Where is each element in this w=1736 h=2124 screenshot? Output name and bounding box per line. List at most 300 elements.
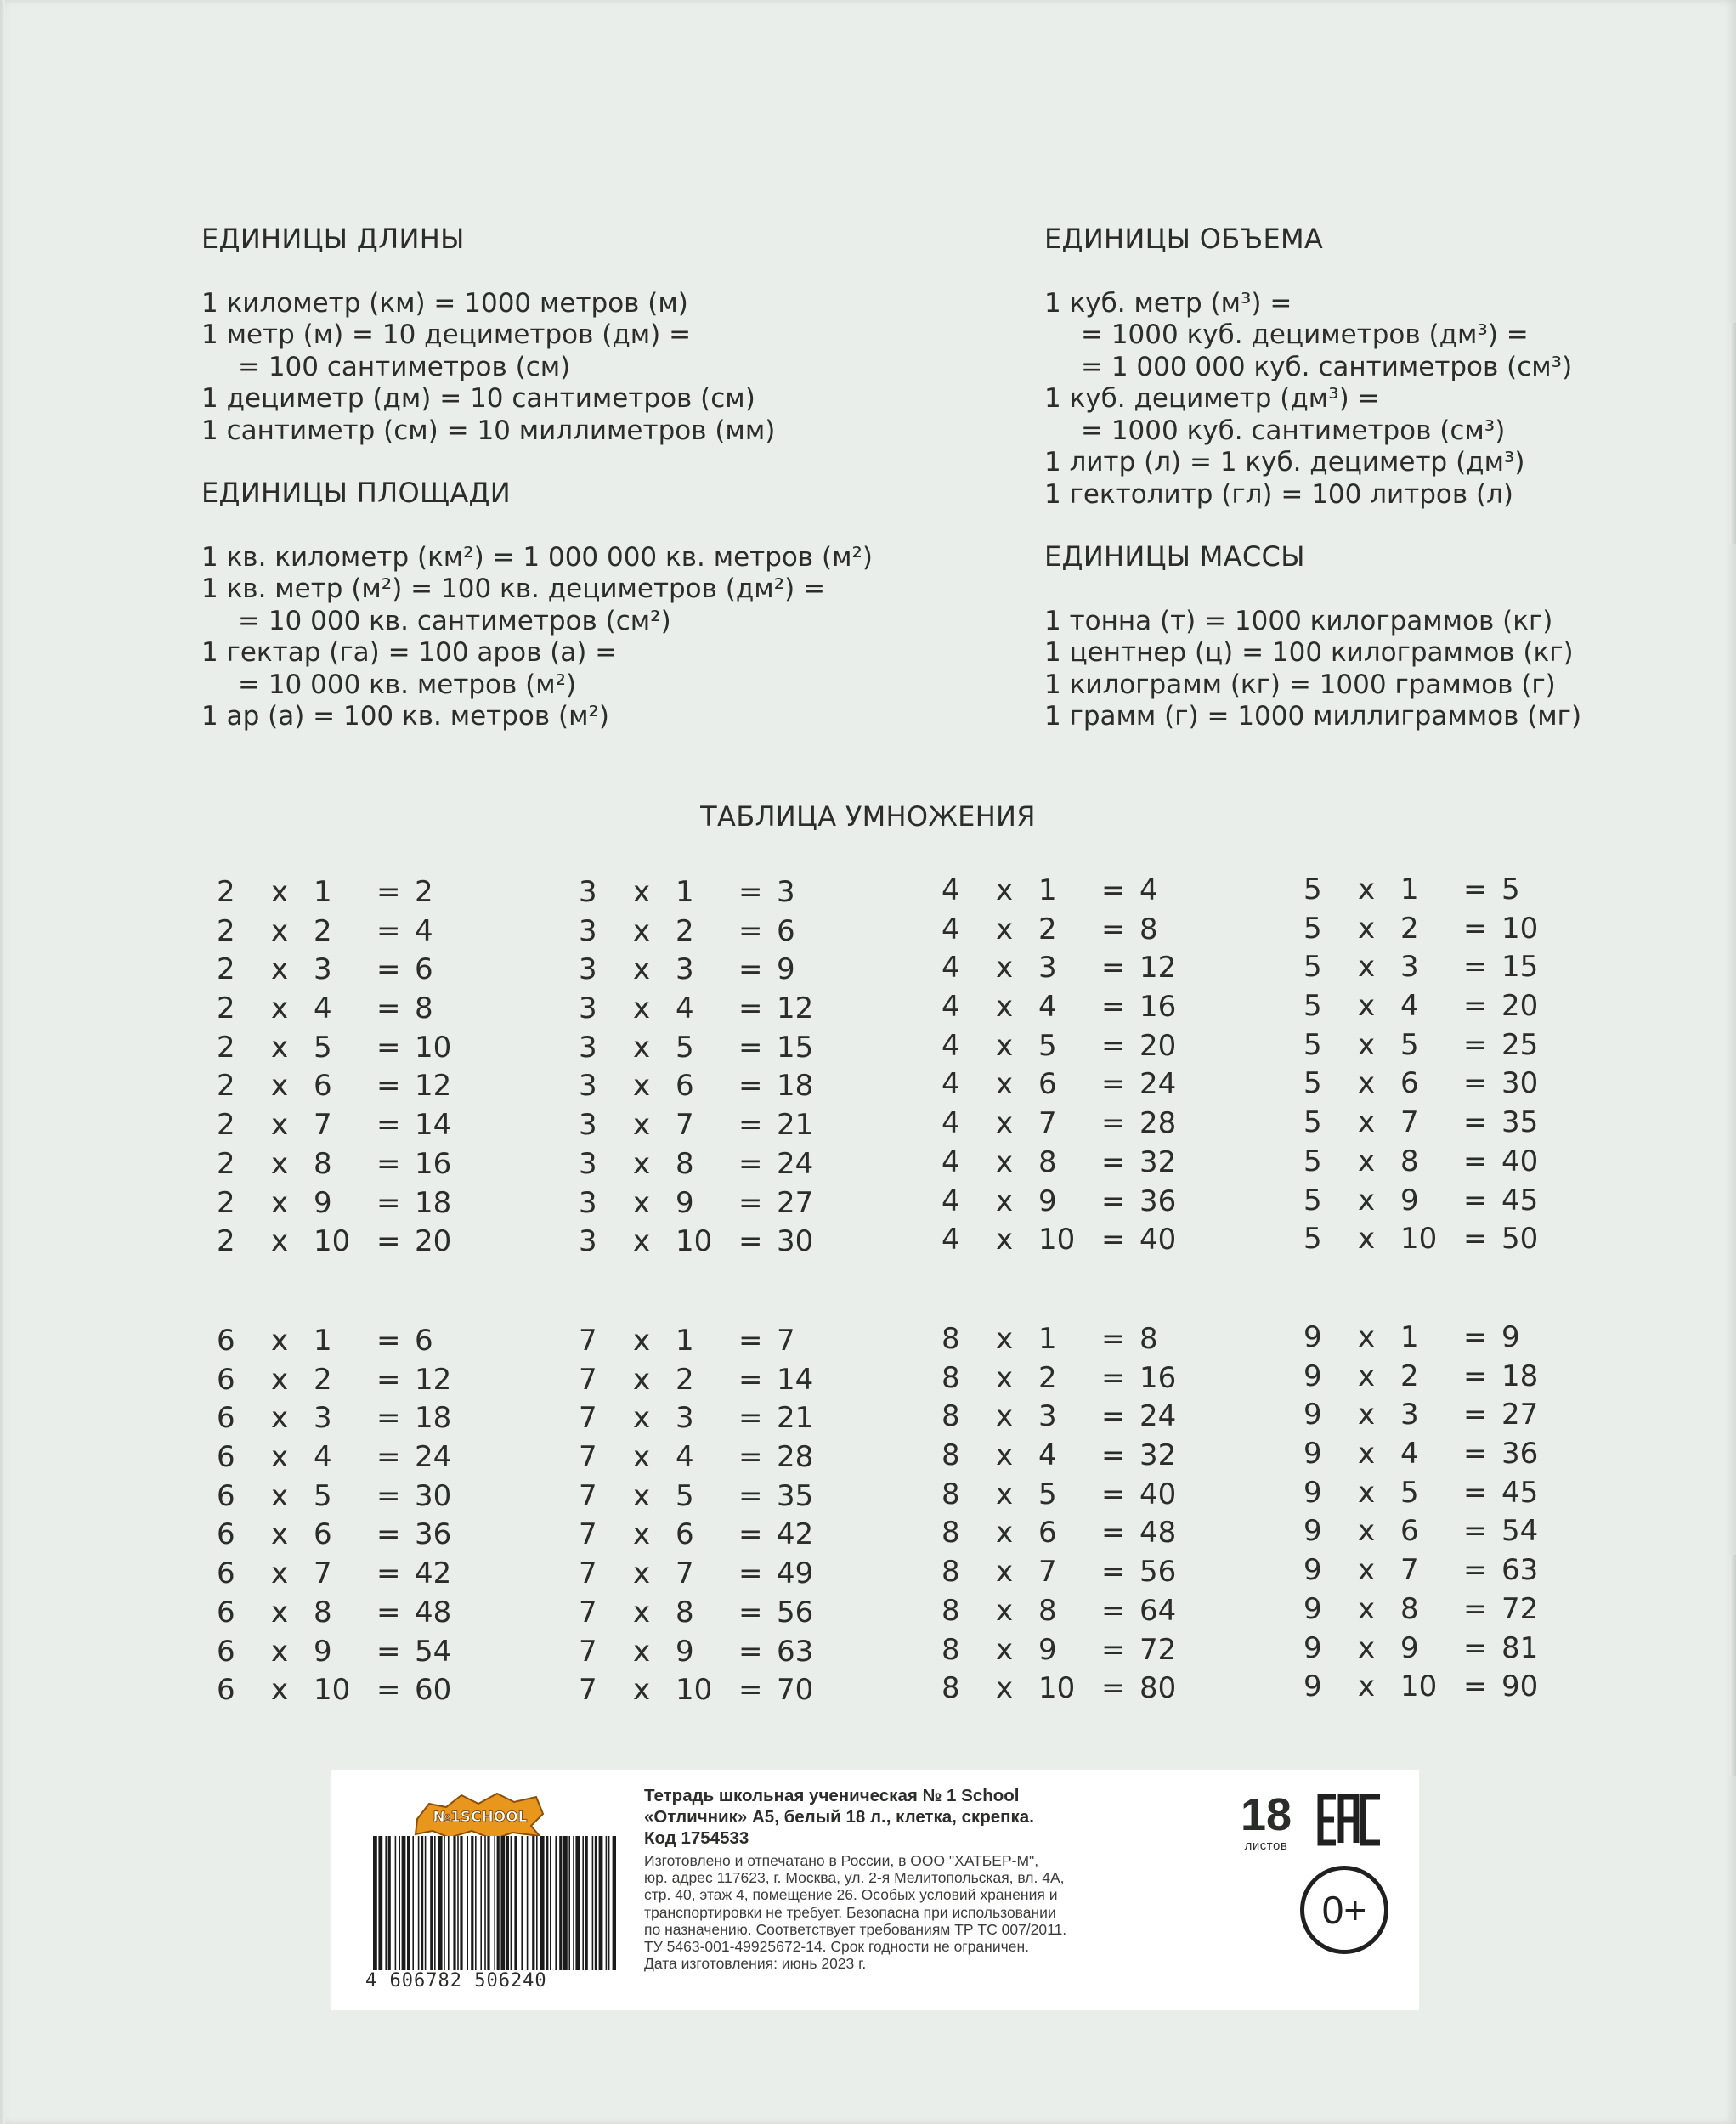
product: 9 [1501, 1320, 1520, 1354]
barcode-bar [595, 1836, 597, 1970]
equals-sign: = [1101, 1477, 1126, 1511]
multiplier: 4 [1038, 990, 1057, 1025]
factor: 8 [942, 1438, 960, 1473]
times-sign: x [633, 952, 651, 987]
times-sign: x [1358, 1027, 1376, 1062]
product: 10 [1501, 911, 1539, 946]
multiplier: 7 [676, 1556, 694, 1591]
factor: 3 [579, 913, 597, 948]
multiplier: 6 [314, 1517, 332, 1552]
equals-sign: = [1101, 912, 1126, 946]
product: 48 [1139, 1516, 1177, 1551]
barcode-bar [592, 1836, 594, 1970]
product: 24 [1139, 1399, 1177, 1434]
factor: 4 [942, 1067, 960, 1102]
factor: 6 [217, 1634, 235, 1669]
times-sign: x [996, 1632, 1014, 1667]
barcode-bar [585, 1836, 588, 1970]
product: 72 [1501, 1591, 1539, 1626]
product: 72 [1139, 1632, 1177, 1667]
product: 27 [1501, 1398, 1539, 1432]
product: 45 [1501, 1183, 1539, 1217]
multiplier: 5 [676, 1030, 694, 1065]
equals-sign: = [1463, 1437, 1488, 1472]
product: 12 [777, 991, 814, 1026]
equals-sign: = [1101, 1516, 1126, 1551]
equals-sign: = [1463, 1591, 1488, 1626]
times-sign: x [1358, 1591, 1376, 1626]
product: 64 [1139, 1593, 1177, 1628]
product: 16 [1139, 990, 1177, 1025]
barcode-bar [388, 1836, 391, 1970]
factor: 2 [217, 1146, 235, 1181]
factor: 2 [217, 1030, 235, 1065]
equals-sign: = [1463, 1183, 1488, 1217]
product: 30 [1501, 1066, 1539, 1101]
barcode-bar [573, 1836, 574, 1970]
equals-sign: = [738, 1595, 763, 1630]
factor: 8 [942, 1360, 960, 1395]
equals-sign: = [738, 1634, 763, 1669]
factor: 9 [1303, 1475, 1322, 1510]
product: 45 [1501, 1475, 1539, 1510]
multiplier: 1 [1400, 1320, 1419, 1354]
multiplier: 7 [1038, 1555, 1057, 1590]
factor: 3 [579, 1224, 597, 1259]
product: 12 [415, 1069, 452, 1104]
barcode-bar [402, 1836, 406, 1970]
barcode-bar [575, 1836, 580, 1970]
equals-sign: = [1101, 1322, 1126, 1356]
barcode-bars [370, 1836, 616, 1970]
factor: 8 [942, 1399, 960, 1434]
multiplier: 9 [1400, 1183, 1419, 1217]
times-sign: x [1358, 1359, 1376, 1393]
barcode-bar [521, 1836, 523, 1970]
times-sign: x [271, 1185, 289, 1220]
equals-sign: = [738, 1673, 763, 1708]
factor: 3 [579, 1108, 597, 1143]
barcode-bar [494, 1836, 495, 1970]
equals-sign: = [1463, 1553, 1488, 1588]
factor: 9 [1303, 1591, 1322, 1626]
equals-sign: = [376, 1401, 401, 1436]
equals-sign: = [376, 1478, 401, 1513]
product: 15 [777, 1030, 814, 1065]
equals-sign: = [1463, 1669, 1488, 1704]
equals-sign: = [376, 1108, 401, 1143]
product: 18 [415, 1185, 452, 1220]
barcode-bar [532, 1836, 534, 1970]
multiplier: 1 [676, 875, 694, 909]
factor: 8 [942, 1632, 960, 1667]
factor: 5 [1303, 1144, 1322, 1178]
times-sign: x [996, 1106, 1014, 1141]
equals-sign: = [376, 1224, 401, 1259]
times-sign: x [271, 1673, 289, 1708]
product: 70 [777, 1673, 814, 1708]
multiplier: 7 [314, 1108, 332, 1143]
times-sign: x [633, 1595, 651, 1630]
factor: 4 [942, 951, 960, 986]
factor: 9 [1303, 1320, 1322, 1354]
unit-line: 1 гектар (га) = 100 аров (а) = [201, 637, 618, 668]
multiplier: 2 [676, 1362, 694, 1397]
times-sign: x [996, 1516, 1014, 1551]
factor: 5 [1303, 911, 1322, 946]
product-detail-line: Дата изготовления: июнь 2023 г. [644, 1955, 867, 1973]
multiplier: 8 [314, 1146, 332, 1181]
product: 20 [1139, 1028, 1177, 1063]
product: 9 [777, 952, 795, 987]
product: 60 [415, 1673, 452, 1708]
factor: 4 [942, 873, 960, 907]
product: 20 [415, 1224, 452, 1259]
factor: 5 [1303, 989, 1322, 1024]
equals-sign: = [1463, 989, 1488, 1024]
equals-sign: = [1463, 1359, 1488, 1393]
times-sign: x [996, 990, 1014, 1025]
product: 40 [1501, 1144, 1539, 1178]
factor: 6 [217, 1673, 235, 1708]
barcode-bar [425, 1836, 427, 1970]
factor: 7 [579, 1401, 597, 1436]
product: 30 [415, 1478, 452, 1513]
times-sign: x [271, 875, 289, 909]
factor: 3 [579, 952, 597, 987]
unit-line: 1 кв. метр (м²) = 100 кв. дециметров (дм²) = [201, 573, 826, 604]
times-sign: x [996, 1144, 1014, 1179]
product: 8 [415, 991, 433, 1026]
times-sign: x [1358, 1398, 1376, 1432]
unit-line: 1 кв. километр (км²) = 1 000 000 кв. метров (м²) [201, 541, 874, 573]
times-sign: x [1358, 1669, 1376, 1704]
times-sign: x [1358, 989, 1376, 1024]
barcode-bar [546, 1836, 548, 1970]
equals-sign: = [1101, 1593, 1126, 1628]
multiplier: 7 [1400, 1105, 1419, 1140]
equals-sign: = [1101, 1183, 1126, 1218]
product: 16 [1139, 1360, 1177, 1395]
factor: 6 [217, 1362, 235, 1397]
product: 40 [1139, 1223, 1177, 1257]
volume-units-title: ЕДИНИЦЫ ОБЪЕМА [1044, 223, 1324, 255]
equals-sign: = [738, 875, 763, 909]
product: 16 [415, 1146, 452, 1181]
factor: 8 [942, 1671, 960, 1706]
multiplier: 10 [314, 1673, 351, 1708]
multiplier: 3 [1038, 1399, 1057, 1434]
product: 18 [1501, 1359, 1539, 1393]
equals-sign: = [1463, 1144, 1488, 1178]
multiplier: 10 [1400, 1669, 1438, 1704]
multiplier: 6 [676, 1517, 694, 1552]
equals-sign: = [1101, 1399, 1126, 1434]
factor: 2 [217, 913, 235, 948]
equals-sign: = [738, 1185, 763, 1220]
equals-sign: = [376, 991, 401, 1026]
equals-sign: = [1101, 1555, 1126, 1590]
barcode-bar [497, 1836, 500, 1970]
equals-sign: = [1101, 1632, 1126, 1667]
multiplier: 4 [314, 991, 332, 1026]
product: 12 [1139, 951, 1177, 986]
factor: 2 [217, 1185, 235, 1220]
multiplier: 4 [676, 1440, 694, 1475]
times-sign: x [1358, 1105, 1376, 1140]
factor: 4 [942, 1223, 960, 1257]
equals-sign: = [1463, 1514, 1488, 1549]
mass-units-title: ЕДИНИЦЫ МАССЫ [1044, 540, 1305, 573]
times-sign: x [633, 1224, 651, 1259]
equals-sign: = [376, 1069, 401, 1104]
product-title-line: «Отличник» А5, белый 18 л., клетка, скрепка. [644, 1807, 1034, 1827]
factor: 2 [217, 1108, 235, 1143]
factor: 2 [217, 875, 235, 909]
product: 42 [415, 1556, 452, 1591]
product: 24 [415, 1440, 452, 1475]
equals-sign: = [738, 1324, 763, 1358]
equals-sign: = [376, 875, 401, 909]
product: 14 [777, 1362, 814, 1397]
equals-sign: = [1463, 1398, 1488, 1432]
product: 4 [415, 913, 433, 948]
equals-sign: = [738, 1556, 763, 1591]
barcode-bar [457, 1836, 459, 1970]
multiplier: 2 [1400, 1359, 1419, 1393]
times-sign: x [1358, 1630, 1376, 1665]
equals-sign: = [1463, 1027, 1488, 1062]
equals-sign: = [376, 1673, 401, 1708]
multiplier: 5 [1400, 1475, 1419, 1510]
product-title-line: Код 1754533 [644, 1828, 749, 1848]
times-sign: x [633, 991, 651, 1026]
factor: 3 [579, 1069, 597, 1104]
times-sign: x [1358, 1514, 1376, 1549]
times-sign: x [1358, 1553, 1376, 1588]
factor: 3 [579, 875, 597, 909]
product: 49 [777, 1556, 814, 1591]
equals-sign: = [738, 1108, 763, 1143]
multiplier: 8 [1038, 1144, 1057, 1179]
barcode-bar [430, 1836, 433, 1970]
product: 15 [1501, 950, 1539, 985]
product: 14 [415, 1108, 452, 1143]
barcode-bar [399, 1836, 400, 1970]
equals-sign: = [1101, 990, 1126, 1025]
times-sign: x [633, 1517, 651, 1552]
barcode-bar [563, 1836, 568, 1970]
factor: 6 [217, 1478, 235, 1513]
multiplier: 8 [676, 1146, 694, 1181]
equals-sign: = [1101, 951, 1126, 986]
times-sign: x [633, 1556, 651, 1591]
unit-line: 1 сантиметр (см) = 10 миллиметров (мм) [201, 415, 776, 446]
equals-sign: = [738, 991, 763, 1026]
product: 3 [777, 875, 795, 909]
multiplier: 4 [1400, 989, 1419, 1024]
times-sign: x [1358, 1222, 1376, 1257]
factor: 5 [1303, 1222, 1322, 1257]
multiplication-table-title: ТАБЛИЦА УМНОЖЕНИЯ [700, 800, 1036, 833]
multiplier: 6 [676, 1069, 694, 1104]
factor: 9 [1303, 1630, 1322, 1665]
multiplier: 4 [314, 1440, 332, 1475]
multiplier: 4 [676, 991, 694, 1026]
product: 12 [415, 1362, 452, 1397]
factor: 7 [579, 1673, 597, 1708]
equals-sign: = [1463, 1105, 1488, 1140]
times-sign: x [271, 1108, 289, 1143]
equals-sign: = [1463, 1066, 1488, 1101]
length-units-block [201, 223, 775, 447]
product: 24 [1139, 1067, 1177, 1102]
multiplier: 5 [1038, 1477, 1057, 1511]
factor: 3 [579, 1030, 597, 1065]
barcode-bar [395, 1836, 397, 1970]
factor: 7 [579, 1556, 597, 1591]
multiplier: 2 [1038, 1360, 1057, 1395]
factor: 9 [1303, 1437, 1322, 1472]
school-logo [412, 1788, 548, 1841]
multiplier: 5 [676, 1478, 694, 1513]
times-sign: x [271, 913, 289, 948]
multiplier: 2 [676, 913, 694, 948]
unit-line: 1 гектолитр (гл) = 100 литров (л) [1044, 478, 1514, 510]
times-sign: x [633, 1362, 651, 1397]
equals-sign: = [1463, 1630, 1488, 1665]
multiplier: 9 [676, 1185, 694, 1220]
product: 63 [1501, 1553, 1539, 1588]
factor: 8 [942, 1516, 960, 1551]
factor: 4 [942, 912, 960, 946]
multiplier: 6 [1400, 1066, 1419, 1101]
factor: 4 [942, 1106, 960, 1141]
school-logo-text: №1SCHOOL [433, 1809, 528, 1826]
multiplier: 3 [314, 1401, 332, 1436]
factor: 7 [579, 1517, 597, 1552]
product: 32 [1139, 1438, 1177, 1473]
times-sign: x [633, 1324, 651, 1358]
barcode-bar [467, 1836, 468, 1970]
barcode-bar [506, 1836, 509, 1970]
multiplier: 4 [1038, 1438, 1057, 1473]
times-sign: x [1358, 1066, 1376, 1101]
multiplier: 10 [1038, 1671, 1076, 1706]
factor: 6 [217, 1401, 235, 1436]
times-sign: x [996, 1360, 1014, 1395]
sheets-label: листов [1244, 1839, 1288, 1853]
barcode-bar [487, 1836, 489, 1970]
barcode-bar [540, 1836, 545, 1970]
times-sign: x [1358, 1144, 1376, 1178]
equals-sign: = [1101, 1028, 1126, 1063]
multiplier: 5 [314, 1478, 332, 1513]
equals-sign: = [1101, 1223, 1126, 1257]
equals-sign: = [1463, 950, 1488, 985]
product: 28 [777, 1440, 814, 1475]
times-sign: x [996, 1067, 1014, 1102]
multiplier: 1 [676, 1324, 694, 1358]
multiplier: 1 [1038, 1322, 1057, 1356]
product: 21 [777, 1108, 814, 1143]
barcode-bar [536, 1836, 538, 1970]
times-sign: x [271, 1069, 289, 1104]
multiplier: 9 [1038, 1183, 1057, 1218]
equals-sign: = [376, 1440, 401, 1475]
multiplier: 10 [314, 1224, 351, 1259]
times-sign: x [633, 1185, 651, 1220]
multiplier: 8 [314, 1595, 332, 1630]
age-rating-badge: 0+ [1300, 1866, 1388, 1954]
factor: 6 [217, 1324, 235, 1358]
factor: 3 [579, 1146, 597, 1181]
multiplier: 10 [1038, 1223, 1076, 1257]
factor: 5 [1303, 1066, 1322, 1101]
factor: 7 [579, 1478, 597, 1513]
unit-line: 1 ар (а) = 100 кв. метров (м²) [201, 701, 609, 732]
staple-shadow-top [1729, 323, 1736, 544]
times-sign: x [271, 1478, 289, 1513]
multiplier: 7 [1400, 1553, 1419, 1588]
barcode-bar [385, 1836, 387, 1970]
equals-sign: = [1463, 911, 1488, 946]
times-sign: x [271, 1362, 289, 1397]
barcode-bar [511, 1836, 512, 1970]
factor: 2 [217, 952, 235, 987]
times-sign: x [996, 1555, 1014, 1590]
times-sign: x [633, 1108, 651, 1143]
barcode-bar [475, 1836, 477, 1970]
barcode-bar [471, 1836, 473, 1970]
times-sign: x [996, 1322, 1014, 1356]
multiplier: 4 [1400, 1437, 1419, 1472]
multiplier: 9 [676, 1634, 694, 1669]
multiplier: 7 [314, 1556, 332, 1591]
multiplier: 5 [314, 1030, 332, 1065]
product: 24 [777, 1146, 814, 1181]
factor: 8 [942, 1322, 960, 1356]
multiplier: 10 [1400, 1222, 1438, 1257]
multiplier: 8 [1400, 1591, 1419, 1626]
equals-sign: = [376, 1146, 401, 1181]
equals-sign: = [1101, 873, 1126, 907]
barcode-bar [500, 1836, 505, 1970]
barcode-bar [438, 1836, 443, 1970]
staple-shadow-bottom [1729, 1555, 1736, 1776]
product: 10 [415, 1030, 452, 1065]
product: 90 [1501, 1669, 1539, 1704]
times-sign: x [271, 1324, 289, 1358]
factor: 6 [217, 1556, 235, 1591]
factor: 4 [942, 990, 960, 1025]
product-detail-line: Изготовлено и отпечатано в России, в ООО "ХАТБЕР-М", [644, 1852, 1039, 1869]
volume-units-block [1044, 223, 1572, 511]
times-sign: x [271, 1440, 289, 1475]
unit-line: = 1000 куб. сантиметров (см³) [1081, 415, 1506, 446]
product: 2 [415, 875, 433, 909]
factor: 4 [942, 1144, 960, 1179]
product: 5 [1501, 873, 1520, 907]
factor: 3 [579, 991, 597, 1026]
length-units-title: ЕДИНИЦЫ ДЛИНЫ [201, 223, 465, 255]
unit-line: 1 центнер (ц) = 100 килограммов (кг) [1044, 637, 1574, 668]
factor: 8 [942, 1477, 960, 1511]
equals-sign: = [376, 1634, 401, 1669]
times-sign: x [996, 912, 1014, 946]
equals-sign: = [738, 1224, 763, 1259]
barcode-digits: 4 606782 506240 [365, 1970, 547, 1991]
